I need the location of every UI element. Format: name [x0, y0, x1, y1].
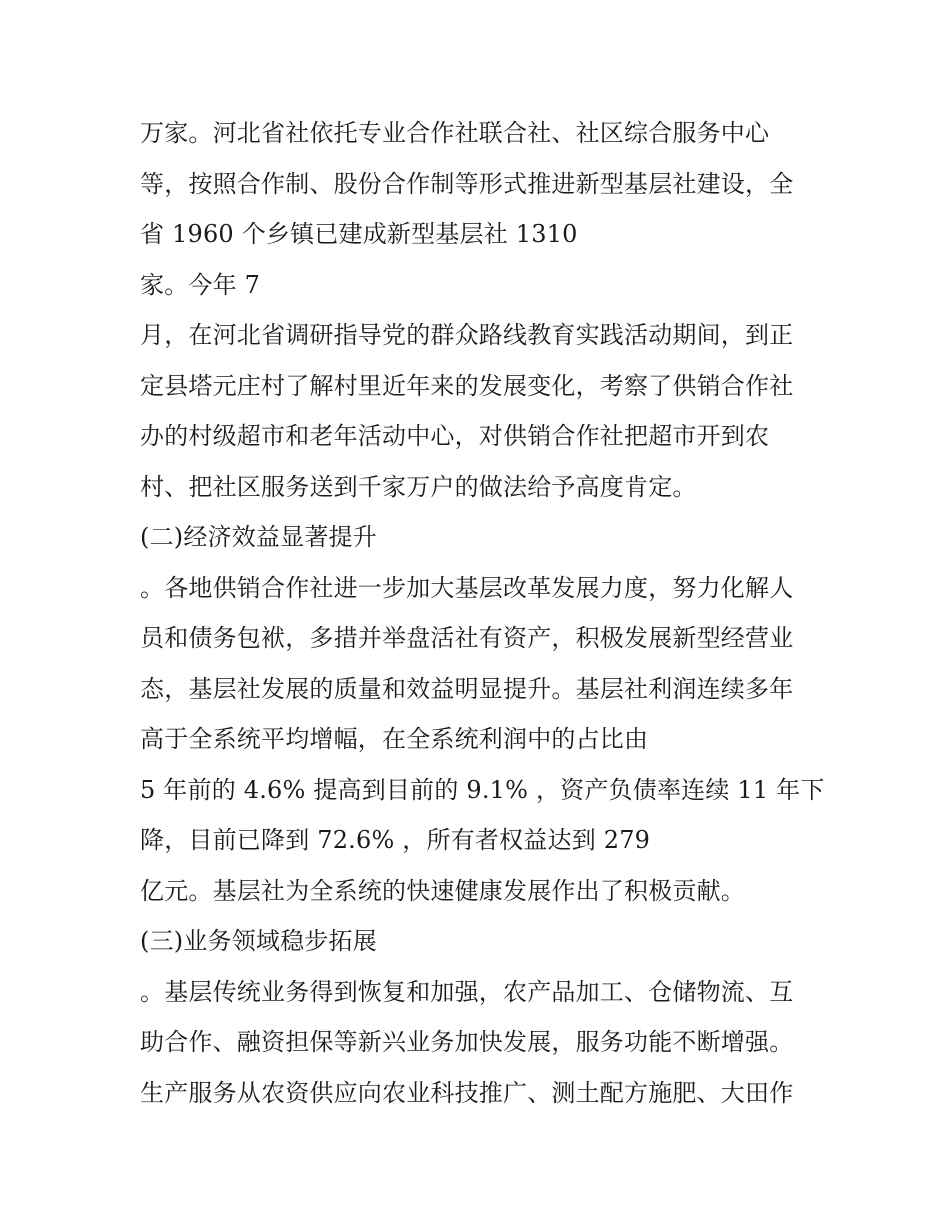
- body-text: [140, 108, 830, 1118]
- text-line: 。各地供销合作社进一步加大基层改革发展力度，努力化解人: [140, 573, 794, 602]
- section-heading: (二)经济效益显著提升: [140, 523, 377, 551]
- text-line: 员和债务包袱，多措并举盘活社有资产，积极发展新型经营业: [140, 624, 794, 652]
- text-line: 省 1960 个乡镇已建成新型基层社 1310: [140, 220, 578, 248]
- text-line: 定县塔元庄村了解村里近年来的发展变化，考察了供销合作社: [140, 371, 794, 400]
- text-line: 态，基层社发展的质量和效益明显提升。基层社利润连续多年: [140, 674, 794, 703]
- text-line: 万家。河北省社依托专业合作社联合社、社区综合服务中心: [140, 119, 770, 147]
- text-line: 村、把社区服务送到千家万户的做法给予高度肯定。: [140, 472, 697, 501]
- text-line: 办的村级超市和老年活动中心，对供销合作社把超市开到农: [140, 422, 770, 450]
- text-line: 亿元。基层社为全系统的快速健康发展作出了积极贡献。: [140, 876, 745, 905]
- text-line: 。基层传统业务得到恢复和加强，农产品加工、仓储物流、互: [140, 977, 794, 1006]
- text-line: 高于全系统平均增幅，在全系统利润中的占比由: [140, 725, 649, 753]
- text-line: 生产服务从农资供应向农业科技推广、测土配方施肥、大田作: [140, 1078, 794, 1107]
- text-line: 5 年前的 4.6% 提高到目前的 9.1% ，资产负债率连续 11 年下: [140, 775, 825, 804]
- text-line: 等，按照合作制、股份合作制等形式推进新型基层社建设，全: [140, 169, 794, 198]
- text-line: 降，目前已降到 72.6% ，所有者权益达到 279: [140, 826, 651, 854]
- section-heading: (三)业务领域稳步拓展: [140, 927, 377, 955]
- text-line: 月，在河北省调研指导党的群众路线教育实践活动期间，到正: [140, 321, 794, 349]
- text-line: 家。今年 7: [140, 270, 261, 299]
- text-line: 助合作、融资担保等新兴业务加快发展，服务功能不断增强。: [140, 1028, 794, 1056]
